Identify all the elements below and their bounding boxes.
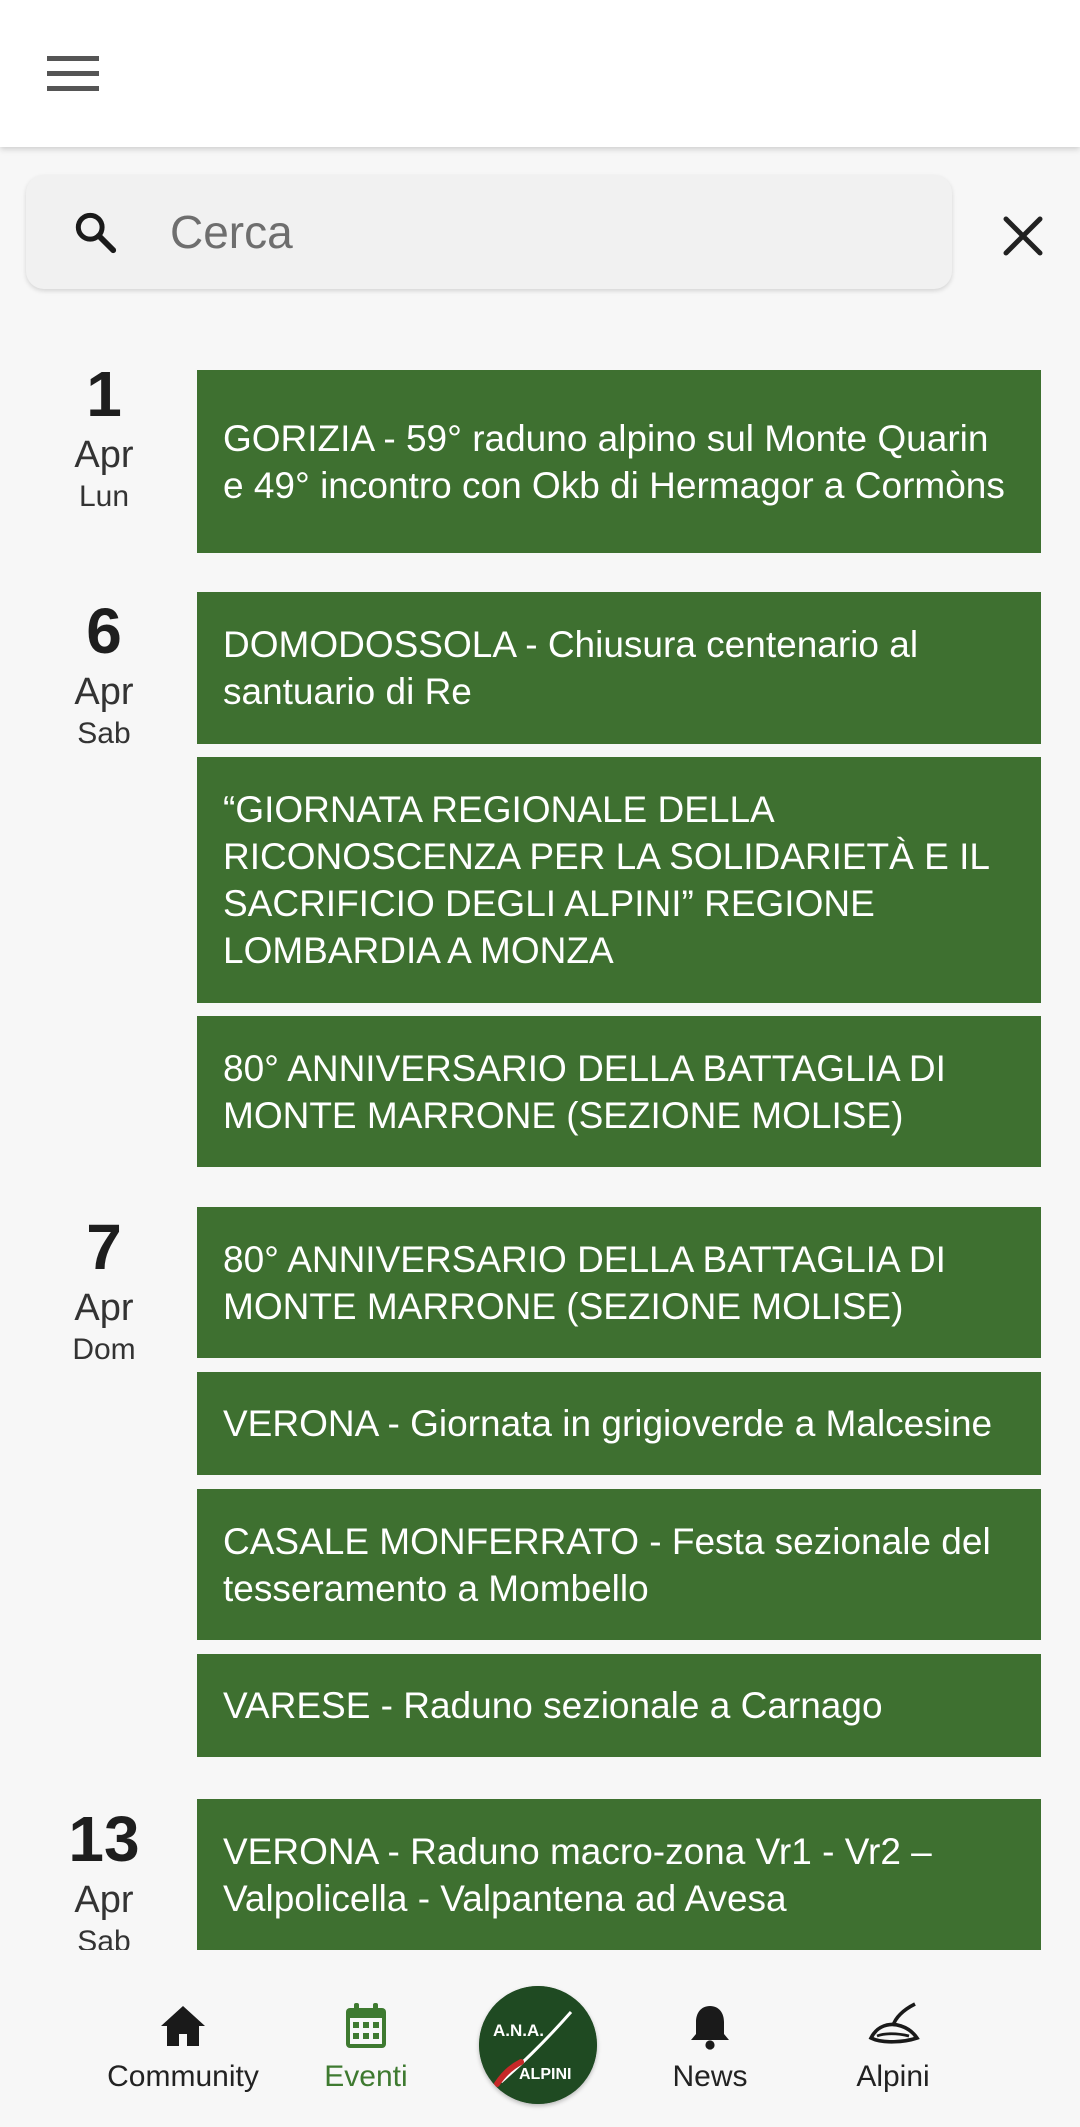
event-card[interactable]: 80° ANNIVERSARIO DELLA BATTAGLIA DI MONTE MARRONE (SEZIONE MOLISE) [197, 1016, 1041, 1167]
nav-alpini-label: Alpini [856, 2060, 930, 2093]
event-card[interactable]: GORIZIA - 59° raduno alpino sul Monte Quarin e 49° incontro con Okb di Hermagor a Cormòns [197, 370, 1041, 553]
event-card[interactable]: VERONA - Raduno macro-zona Vr1 - Vr2 – Valpolicella - Valpantena ad Avesa [197, 1799, 1041, 1950]
date-label [44, 1802, 164, 1950]
event-card[interactable]: “GIORNATA REGIONALE DELLA RICONOSCENZA PER LA SOLIDARIETÀ E IL SACRIFICIO DEGLI ALPINI” REGIONE LOMBARDIA A MONZA [197, 757, 1041, 1003]
date-day: 1 [86, 358, 122, 430]
menu-button[interactable] [30, 40, 116, 106]
nav-community-label: Community [107, 2060, 259, 2093]
hamburger-menu-icon [47, 54, 99, 92]
date-weekday: Dom [72, 1333, 136, 1366]
date-day: 13 [68, 1803, 140, 1875]
date-day: 7 [86, 1211, 122, 1283]
date-weekday: Sab [77, 717, 131, 750]
nav-eventi[interactable] [276, 2000, 456, 2094]
nav-eventi-label: Eventi [324, 2060, 408, 2093]
date-weekday: Sab [77, 1925, 131, 1950]
date-day: 6 [86, 595, 122, 667]
alpine-hat-icon [803, 2000, 983, 2052]
clear-search-button[interactable] [990, 203, 1056, 269]
events-list[interactable] [0, 307, 1080, 1950]
search-input[interactable] [170, 205, 930, 259]
nav-news-label: News [672, 2060, 748, 2093]
home-icon [93, 2000, 273, 2052]
date-month: Apr [74, 671, 134, 713]
date-label [44, 1210, 164, 1368]
nav-community[interactable] [93, 2000, 273, 2094]
date-month: Apr [74, 434, 134, 476]
svg-text:A.N.A.: A.N.A. [493, 2021, 544, 2040]
svg-text:ALPINI: ALPINI [519, 2066, 572, 2083]
date-label [44, 357, 164, 515]
date-month: Apr [74, 1879, 134, 1921]
event-card[interactable]: CASALE MONFERRATO - Festa sezionale del tesseramento a Mombello [197, 1489, 1041, 1640]
date-label [44, 594, 164, 752]
calendar-icon [276, 2000, 456, 2052]
bell-icon [620, 2000, 800, 2052]
ana-logo-button[interactable] [479, 1986, 597, 2104]
bottom-navigation [0, 1950, 1080, 2127]
app-bar [0, 0, 1080, 147]
event-card[interactable]: VERONA - Giornata in grigioverde a Malcesine [197, 1372, 1041, 1475]
event-card[interactable]: 80° ANNIVERSARIO DELLA BATTAGLIA DI MONTE MARRONE (SEZIONE MOLISE) [197, 1207, 1041, 1358]
ana-logo-icon [479, 1986, 597, 2104]
nav-alpini[interactable] [803, 2000, 983, 2094]
close-icon [1002, 215, 1044, 257]
event-card[interactable]: DOMODOSSOLA - Chiusura centenario al santuario di Re [197, 592, 1041, 744]
nav-news[interactable] [620, 2000, 800, 2094]
date-weekday: Lun [78, 480, 130, 513]
search-icon [72, 209, 162, 255]
search-box[interactable] [26, 175, 952, 289]
search-row [0, 147, 1080, 307]
date-month: Apr [74, 1287, 134, 1329]
event-card[interactable]: VARESE - Raduno sezionale a Carnago [197, 1654, 1041, 1757]
